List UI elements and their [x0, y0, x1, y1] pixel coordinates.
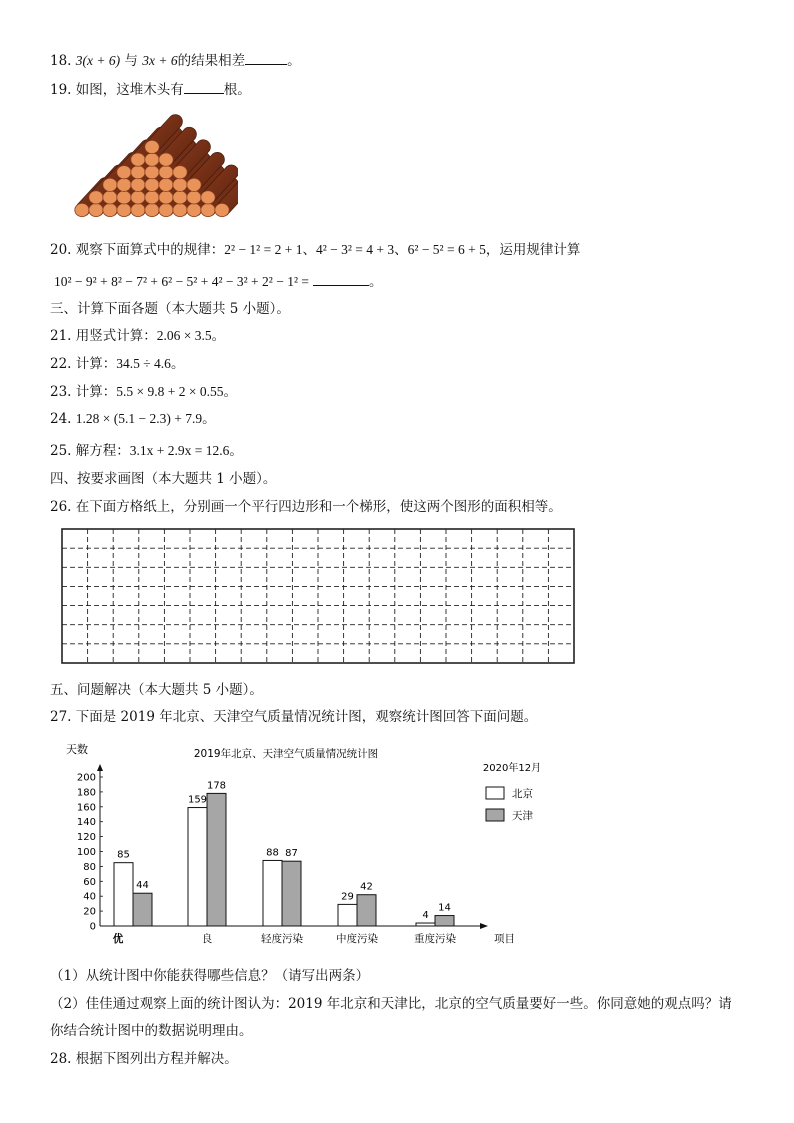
- log-end: [117, 203, 131, 216]
- bar-value-label: 87: [285, 848, 298, 860]
- bar-tianjin: [435, 916, 454, 926]
- log-end: [89, 191, 103, 204]
- chart-bars: [114, 780, 454, 926]
- log-end: [173, 178, 187, 191]
- expression: 3.1x + 2.9x = 12.6: [129, 443, 230, 458]
- question-27-sub-2-line-1: （2）佳佳通过观察上面的统计图认为：2019 年北京和天津比，北京的空气质量要好一些。你同意她的观点吗？请: [50, 996, 732, 1012]
- log-end: [131, 191, 145, 204]
- connector-text: 与: [124, 53, 138, 69]
- y-axis-label: 天数: [66, 743, 88, 756]
- bar-value-label: 159: [187, 794, 208, 806]
- bar-beijing: [416, 923, 435, 926]
- equation-1: 2² − 1² = 2 + 1: [224, 242, 303, 257]
- bar-value-label: 29: [341, 891, 354, 903]
- y-tick-label: 40: [83, 891, 96, 903]
- question-19: [50, 79, 251, 99]
- log-end: [131, 153, 145, 166]
- log-end: [159, 166, 173, 179]
- period: 。: [170, 356, 185, 372]
- bar-value-label: 42: [360, 881, 373, 893]
- equation-3: 6² − 5² = 6 + 5: [407, 242, 486, 257]
- period: 。: [211, 328, 226, 344]
- question-20-line-2: [54, 271, 382, 291]
- period: 。: [229, 443, 243, 459]
- section-heading-4: 四、按要求画图（本大题共 1 小题）。: [50, 471, 277, 487]
- chart-legend: [486, 787, 533, 822]
- equation-2: 4² − 3² = 4 + 3: [315, 242, 395, 257]
- log-end: [215, 203, 229, 216]
- bar-chart: [60, 740, 580, 955]
- bar-value-label: 44: [136, 880, 149, 892]
- period: 。: [368, 274, 383, 290]
- log-end: [103, 203, 117, 216]
- x-axis-arrow: [480, 923, 488, 929]
- log-end: [145, 203, 159, 216]
- question-27: 27. 下面是 2019 年北京、天津空气质量情况统计图，观察统计图回答下面问题。: [50, 709, 538, 725]
- question-text: 24.: [50, 411, 72, 427]
- expression: 34.5 ÷ 4.6: [116, 356, 171, 371]
- y-tick-label: 160: [76, 802, 96, 814]
- period: 。: [287, 53, 301, 69]
- log-end: [145, 140, 159, 153]
- y-tick-label: 20: [83, 906, 96, 918]
- question-23: [50, 383, 237, 401]
- expression: 2.06 × 3.5: [156, 328, 212, 343]
- category-label: 良: [201, 933, 213, 945]
- log-end: [187, 178, 201, 191]
- legend-swatch: [486, 809, 504, 821]
- question-number: 19.: [50, 82, 72, 98]
- log-end: [131, 203, 145, 216]
- bar-beijing: [263, 860, 282, 926]
- question-28: 28. 根据下图列出方程并解决。: [50, 1051, 238, 1067]
- answer-blank[interactable]: [313, 271, 369, 286]
- y-tick-label: 60: [83, 876, 96, 888]
- legend-label: 北京: [512, 788, 533, 800]
- section-heading-3: 三、计算下面各题（本大题共 5 小题）。: [50, 301, 290, 317]
- chart-title: 2019年北京、天津空气质量情况统计图: [193, 748, 379, 760]
- bar-value-label: 85: [117, 849, 130, 861]
- log-end: [173, 166, 187, 179]
- question-text: 23. 计算：: [50, 384, 117, 400]
- y-tick-label: 200: [76, 772, 96, 784]
- question-text: 20. 观察下面算式中的规律：: [50, 242, 225, 258]
- question-text: 22. 计算：: [50, 356, 117, 372]
- expression-a: 3(x + 6): [75, 53, 121, 68]
- log-end: [201, 203, 215, 216]
- log-end: [103, 178, 117, 191]
- bar-value-label: 178: [206, 780, 227, 792]
- question-text: 25. 解方程：: [50, 443, 130, 459]
- log-end: [145, 166, 159, 179]
- question-text: 的结果相差: [177, 53, 246, 69]
- log-end: [187, 191, 201, 204]
- log-end: [103, 191, 117, 204]
- x-axis-label: 项目: [494, 933, 515, 945]
- answer-blank[interactable]: [245, 50, 287, 65]
- bar-tianjin: [133, 893, 152, 926]
- question-25: [50, 442, 243, 460]
- category-label: 轻度污染: [261, 933, 303, 945]
- question-26: 26. 在下面方格纸上，分别画一个平行四边形和一个梯形，使这两个图形的面积相等。: [50, 499, 562, 515]
- bar-tianjin: [207, 793, 226, 926]
- period: 。: [223, 384, 237, 400]
- log-end: [117, 191, 131, 204]
- log-end: [173, 203, 187, 216]
- section-heading-5: 五、问题解决（本大题共 5 小题）。: [50, 682, 263, 698]
- question-21: [50, 327, 225, 345]
- period: 。: [202, 411, 216, 427]
- expression-b: 3x + 6: [142, 53, 178, 68]
- expression: 10² − 9² + 8² − 7² + 6² − 5² + 4² − 3² + 2² − 1² =: [54, 274, 309, 289]
- log-end: [131, 166, 145, 179]
- log-end: [187, 203, 201, 216]
- bar-beijing: [338, 904, 357, 926]
- log-end: [145, 178, 159, 191]
- y-tick-label: 0: [89, 921, 96, 933]
- question-18: [50, 50, 301, 70]
- y-tick-label: 140: [76, 817, 96, 829]
- bar-value-label: 14: [438, 902, 451, 914]
- expression: 1.28 × (5.1 − 2.3) + 7.9: [75, 411, 203, 426]
- log-end: [159, 191, 173, 204]
- question-20-line-1: 20. 观察下面算式中的规律：2² − 1² = 2 + 1、4² − 3² = 4 + 3、6² − 5² = 6 + 5，运用规律计算: [50, 242, 581, 258]
- bar-value-label: 4: [422, 910, 429, 922]
- log-pile-image: [70, 110, 238, 226]
- log-end: [89, 203, 103, 216]
- legend-swatch: [486, 787, 504, 799]
- legend-label: 天津: [512, 810, 533, 822]
- log-end: [145, 153, 159, 166]
- log-end: [201, 191, 215, 204]
- y-tick-label: 120: [76, 832, 96, 844]
- log-end: [159, 203, 173, 216]
- category-label: 中度污染: [336, 933, 378, 945]
- y-tick-label: 100: [76, 847, 96, 858]
- log-end: [145, 191, 159, 204]
- answer-blank[interactable]: [184, 79, 224, 94]
- question-22: [50, 355, 184, 373]
- grid-paper[interactable]: [61, 528, 575, 664]
- y-axis-arrow: [97, 764, 103, 771]
- bar-value-label: 88: [266, 847, 279, 859]
- question-24: [50, 410, 216, 428]
- question-number: 18.: [50, 53, 72, 69]
- log-end: [131, 178, 145, 191]
- bar-beijing: [114, 863, 133, 926]
- log-end: [117, 166, 131, 179]
- log-end: [159, 178, 173, 191]
- category-label: 重度污染: [414, 933, 456, 945]
- bar-tianjin: [357, 895, 376, 926]
- log-end: [173, 191, 187, 204]
- log-end: [75, 203, 89, 216]
- y-tick-label: 180: [76, 787, 96, 799]
- category-label: 优: [112, 933, 124, 945]
- question-tail: 根。: [223, 82, 251, 98]
- chart-date-note: 2020年12月: [482, 763, 542, 774]
- y-tick-label: 80: [83, 861, 96, 873]
- bar-beijing: [188, 808, 207, 926]
- log-end: [117, 178, 131, 191]
- question-text: 如图，这堆木头有: [75, 82, 184, 98]
- question-text-suffix: ，运用规律计算: [485, 242, 581, 258]
- expression: 5.5 × 9.8 + 2 × 0.55: [116, 384, 224, 399]
- bar-tianjin: [282, 861, 301, 926]
- question-27-sub-2-line-2: 你结合统计图中的数据说明理由。: [50, 1023, 253, 1039]
- log-end: [159, 153, 173, 166]
- question-27-sub-1: （1）从统计图中你能获得哪些信息？（请写出两条）: [50, 968, 370, 984]
- question-text: 21. 用竖式计算：: [50, 328, 157, 344]
